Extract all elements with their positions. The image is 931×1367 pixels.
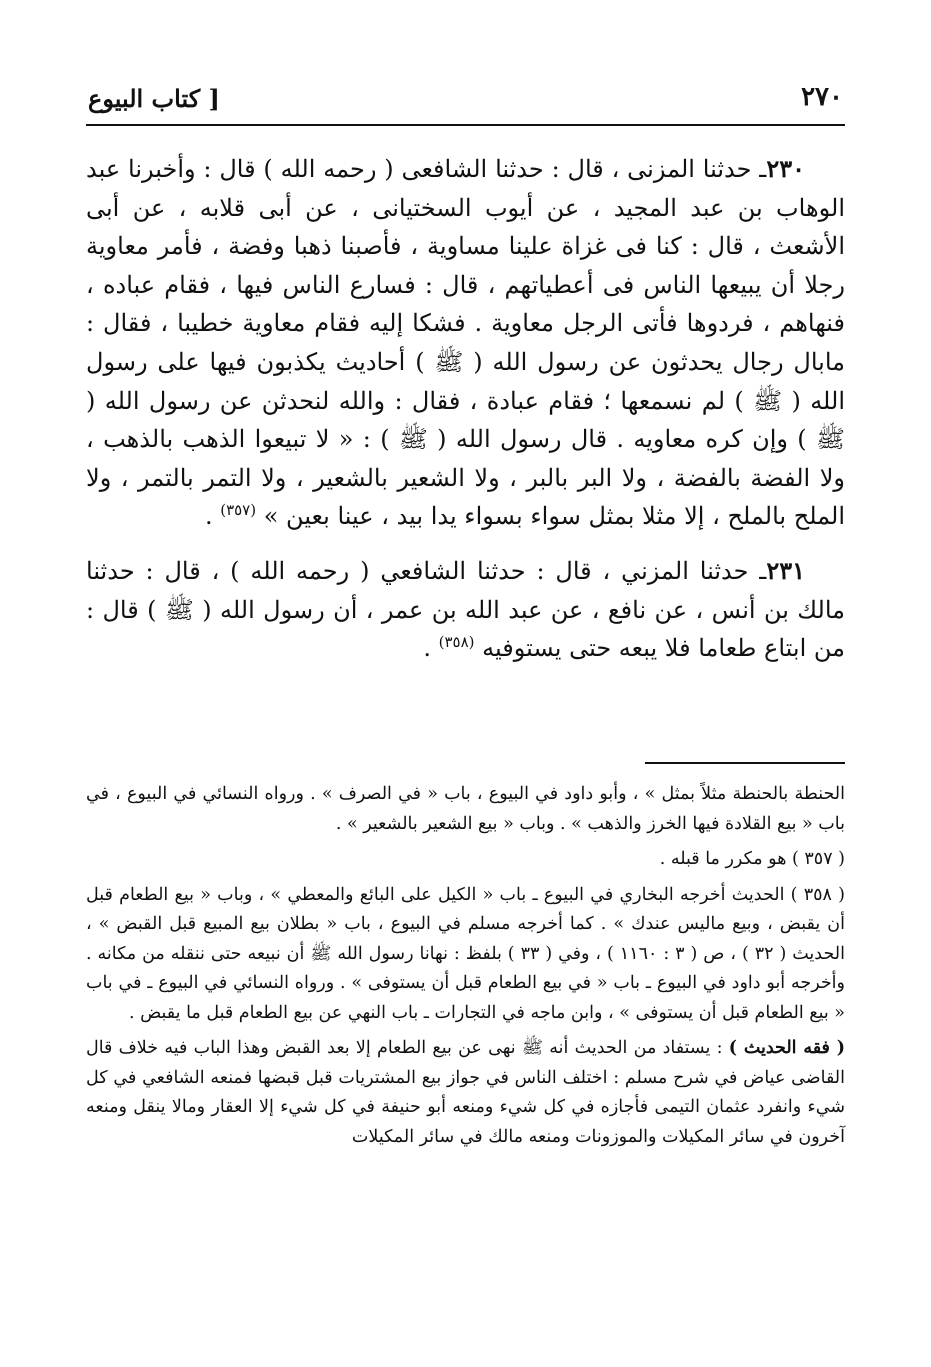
footnote-rule [645,762,845,764]
hadith-end: . [423,634,439,663]
page-number: ٢٧٠ [801,82,843,112]
footnote-357: ( ٣٥٧ ) هو مكرر ما قبله . [659,849,845,869]
fiqh-heading: ( فقه الحديث ) [728,1038,845,1058]
hadith-230 [86,150,845,536]
running-title: [ كتاب البيوع [88,84,220,113]
footnote-358: ( ٣٥٨ ) الحديث أخرجه البخاري في البيوع ـ باب « الكيل على البائع والمعطي » ، وباب « بيع الطعام قبل أن يقبض ، وبيع ماليس عندك » . كما أخرجه مسلم في البيوع ، باب « بطلان بيع المبيع قبل القبض » ، الحديث ( ٣٢ ) ، ص ( ٣ : ١١٦٠ ) ، وفي ( ٣٣ ) بلفظ : نهانا رسول الله ﷺ أن نبيعه حتى ننقله من مكانه . وأخرجه أبو داود في البيوع ـ باب « في بيع الطعام قبل أن يستوفى » . ورواه النسائي في البيوع ـ في باب « بيع الطعام قبل أن يستوفى » ، وابن ماجه في التجارات ـ باب النهي عن بيع الطعام قبل ما يقبض . [86,884,845,1023]
header-rule [86,124,845,126]
footnote-ref[interactable]: (٣٥٨) [438,633,475,652]
hadith-number: ٢٣٠ [766,154,805,183]
hadith-231 [86,552,845,668]
hadith-text: ـ حدثنا المزني ، قال : حدثنا الشافعي ( رحمه الله ) ، قال : حدثنا مالك بن أنس ، عن نافع ، عن عبد الله بن عمر ، أن رسول الله ( ﷺ ) قال : من ابتاع طعاما فلا يبعه حتى يستوفيه [86,556,845,663]
fiqh-text: : يستفاد من الحديث أنه ﷺ نهى عن بيع الطعام إلا بعد القبض وهذا الباب فيه خلاف قال القاضى عياض في شرح مسلم : اختلف الناس في جواز بيع المشتريات قبل قبضها فمنعه الشافعي في كل شيء وانفرد عثمان التيمى فأجازه في كل شيء ومنعه أبو حنيفة في كل شيء إلا العقار ومالا ينقل ومنعه آخرون في سائر المكيلات والموزونات ومنعه مالك في سائر المكيلات [86,1038,845,1147]
footnotes [86,780,845,1158]
footnote-ref[interactable]: (٣٥٧) [220,501,257,520]
page-header [88,80,843,124]
hadith-end: . [204,502,221,531]
footnote-continued: الحنطة بالحنطة مثلاً بمثل » ، وأبو داود في البيوع ، باب « في الصرف » . ورواه النسائي في البيوع ، في باب « بيع القلادة فيها الخرز والذهب » . وباب « بيع الشعير بالشعير » . [86,784,845,834]
hadith-text: ـ حدثنا المزنى ، قال : حدثنا الشافعى ( رحمه الله ) قال : وأخبرنا عبد الوهاب بن عبد المجيد ، عن أيوب السختيانى ، عن أبى قلابه ، عن أبى الأشعث ، قال : كنا فى غزاة علينا مساوية ، فأصبنا ذهبا وفضة ، فأمر معاوية رجلا أن يبيعها الناس فى أعطياتهم ، قال : فسارع الناس فيها ، فقام عباده ، فنهاهم ، فردوها فأتى الرجل معاوية . فشكا إليه فقام معاوية خطيبا ، فقال : مابال رجال يحدثون عن رسول الله ( ﷺ ) أحاديث يكذبون فيها على رسول الله ( ﷺ ) لم نسمعها ؛ فقام عبادة ، فقال : والله لنحدثن عن رسول الله ( ﷺ ) وإن كره معاويه . قال رسول الله ( ﷺ ) : « لا تبيعوا الذهب بالذهب ، ولا الفضة بالفضة ، ولا البر بالبر ، ولا الشعير بالشعير ، ولا التمر بالتمر ، ولا الملح بالملح ، إلا مثلا بمثل سواء بسواء يدا بيد ، عينا بعين » [86,155,846,531]
main-text [86,150,845,668]
hadith-number: ٢٣١ [766,555,805,585]
fiqh-note [86,1034,845,1152]
